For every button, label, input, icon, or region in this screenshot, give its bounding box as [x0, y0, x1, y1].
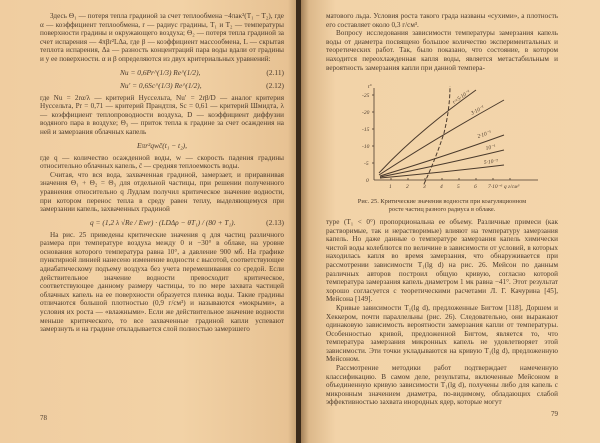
svg-text:5·10⁻²: 5·10⁻² — [483, 158, 499, 167]
svg-text:-10: -10 — [362, 144, 370, 151]
equation-number: (2.12) — [266, 80, 284, 90]
paragraph: На рис. 25 приведены критические значения q для частиц различного размера при температуре воздуха между 0 и −30° в облаке, на уровне основания которого температура равна 10°, а давление 900 мб. На графике пунктирной линией нанесено изменение водности с высотой, соответствующее адиабатическому подъему воздуха без учета перемешивания со средой. Если действительное значение водности превосходит критическое, соответствующее данному размеру частицы, то по мере захвата частицей облачных капель на ее поверхности образуется пленка воды. Такие градины отличаются большой плотностью (0,9 г/см³) и называются «мокрыми», а условия их роста — «влажными». Если же действительное значение водности меньше критического, то все захваченные градиной капли успевают замерзнуть и на градине откладывается слой полностью замерзшего — [40, 230, 284, 334]
right-page — [300, 0, 600, 443]
equation-2-13 — [40, 218, 284, 227]
svg-text:4: 4 — [440, 184, 443, 191]
equation-formula: Nu = 0,6Pr^(1/3) Re^(1/2), — [120, 67, 201, 77]
book-gutter — [296, 0, 301, 443]
svg-text:-15: -15 — [362, 127, 370, 134]
paragraph: где q — количество осажденной воды, w — скорость падения градины относительно облачных капель, c̄ — средняя теплоемкость воды. — [40, 153, 284, 171]
page-number: 79 — [551, 410, 558, 418]
svg-text:6: 6 — [474, 184, 477, 191]
svg-text:-5: -5 — [364, 161, 369, 168]
svg-text:r=5·10⁻¹: r=5·10⁻¹ — [451, 89, 472, 106]
equation-2-11 — [40, 68, 284, 77]
svg-text:2: 2 — [406, 184, 409, 191]
svg-text:5: 5 — [457, 184, 460, 191]
equation-formula: q = (1,2 λ √Re / Ewr) · (LDΔρ − θT₁) / (80 + T₁). — [90, 217, 236, 227]
curve-r-5e-1 — [379, 90, 476, 173]
svg-text:2·10⁻¹: 2·10⁻¹ — [476, 129, 493, 141]
paragraph: туре (T₁ < 0°) пропорциональна ее объему. Различные примеси (как растворимые, так и нерастворимые) влияют на температуру замерзания капель. Но даже данные о температуре замерзания капель химически чистой воды колеблются по величине в зависимости от условий, в которых находилась капля во время замерзания, что обнаруживается при рассмотрении зависимости T₁(lg d) на рис. 26. Мейсон по данным различных авторов построил общую кривую, согласно которой температура замерзания капель диаметром 1 мк равна −41°. Этот результат хорошо согласуется с теоретическими расчетами Л. Г. Качурина [45], Мейсона [149]. — [326, 217, 558, 304]
svg-text:1: 1 — [389, 184, 392, 191]
equation-number: (2.13) — [266, 217, 284, 227]
svg-text:7·10⁻⁶ q г/см³: 7·10⁻⁶ q г/см³ — [488, 184, 520, 191]
paragraph: Кривые зависимости T₁(lg d), предложенные Бигтом [118], Доршем и Хеккером, почти параллельны (рис. 26). Следовательно, они выражают одинаковую зависимость вероятности замерзания капли от температуры. Особенностью кривой, предложенной Бигтом, является то, что температура замерзания микронных капель не удовлетворяет этой зависимости. Эти точки укладываются на кривую T₁(lg d), предложенную Мейсоном. — [326, 303, 558, 364]
paragraph: матового льда. Условия роста такого града названы «сухими», а плотность его составляет около 0,3 г/см³. — [326, 12, 558, 29]
equation-formula: Eπr²qwc̄(t₁ − t₂), — [137, 140, 187, 150]
line-chart — [326, 78, 558, 196]
equation-number: (2.11) — [266, 67, 284, 77]
svg-text:-20: -20 — [362, 110, 370, 117]
svg-text:10⁻¹: 10⁻¹ — [485, 144, 497, 153]
paragraph: где Nu = 2rα/λ — критерий Нуссельта, Nu′ = 2rβ/D — аналог критерия Нуссельта, Pr = 0,71 — критерий Прандтля, Sc = 0,61 — критерий Шмидта, λ — коэффициент теплопроводности воздуха, D — коэффициент диффузии водяного пара в воздухе; Θ₃ — приток тепла к градине за счет осаждения на ней и замерзания облачных капель — [40, 93, 284, 136]
curve-2e-1 — [380, 135, 504, 176]
figure-25-chart — [326, 78, 558, 196]
curve-5e-2 — [380, 165, 504, 178]
curve-adiabatic-dashed — [424, 86, 450, 184]
paragraph: Вопросу исследования зависимости температуры замерзания капель воды от диаметра посвящено большое количество экспериментальных и теоретических работ. Так, было показано, что состояние, в котором находится переохлажденная капля воды, является метастабильным и вероятность замерзания капли при данной темпера- — [326, 29, 558, 72]
svg-text:3·10⁻¹: 3·10⁻¹ — [470, 104, 486, 117]
figure-caption: Рис. 25. Критические значения водности при коагуляционном росте частиц разного радиуса в облаке. — [357, 198, 527, 213]
svg-text:-25: -25 — [362, 93, 370, 100]
svg-text:0: 0 — [366, 178, 369, 185]
svg-text:t°: t° — [368, 84, 372, 91]
equation-heat — [40, 141, 284, 150]
page-number: 78 — [40, 414, 47, 422]
paragraph: Считая, что вся вода, захваченная градиной, замерзает, и приравнивая значения Θ₁ + Θ₂ = Θ₃ для отдельной частицы, при решении полученного уравнения относительно q Лудлам получил критическое значение водности, при котором перенос тепла в среду равен теплу, выделяющемуся при замерзании капель, захваченных градиной — [40, 170, 284, 214]
equation-formula: Nu′ = 0,6Sc^(1/3) Re^(1/2), — [120, 80, 202, 90]
equation-2-12 — [40, 81, 284, 90]
svg-text:3: 3 — [423, 184, 426, 191]
paragraph: Рассмотрение методики работ подтверждает намеченную классификацию. В самом деле, результаты, включенные Мейсоном в объединенную кривую зависимости T₁(lg d), получены либо для капель с микронным значением диаметра, по-видимому, обладающих слабой эффективностью захвата инородных ядер, которые могут — [326, 364, 558, 407]
paragraph: Здесь Θ₁ — потеря тепла градиной за счет теплообмена −4πaκ²(T₁ − T₂), где α — коэффициент теплообмена, r — радиус градины, T₁ и T₂ — температуры поверхности градины и окружающего воздуха; Θ₂ — потеря тепла градиной за счет испарения — 4πβr²LΔa, где β — коэффициент массообмена, L — скрытая теплота испарения, Δa — разность концентраций пара воды вдали от градины и у ее поверхности. α и β определяются из двух критериальных уравнений: — [40, 12, 284, 63]
